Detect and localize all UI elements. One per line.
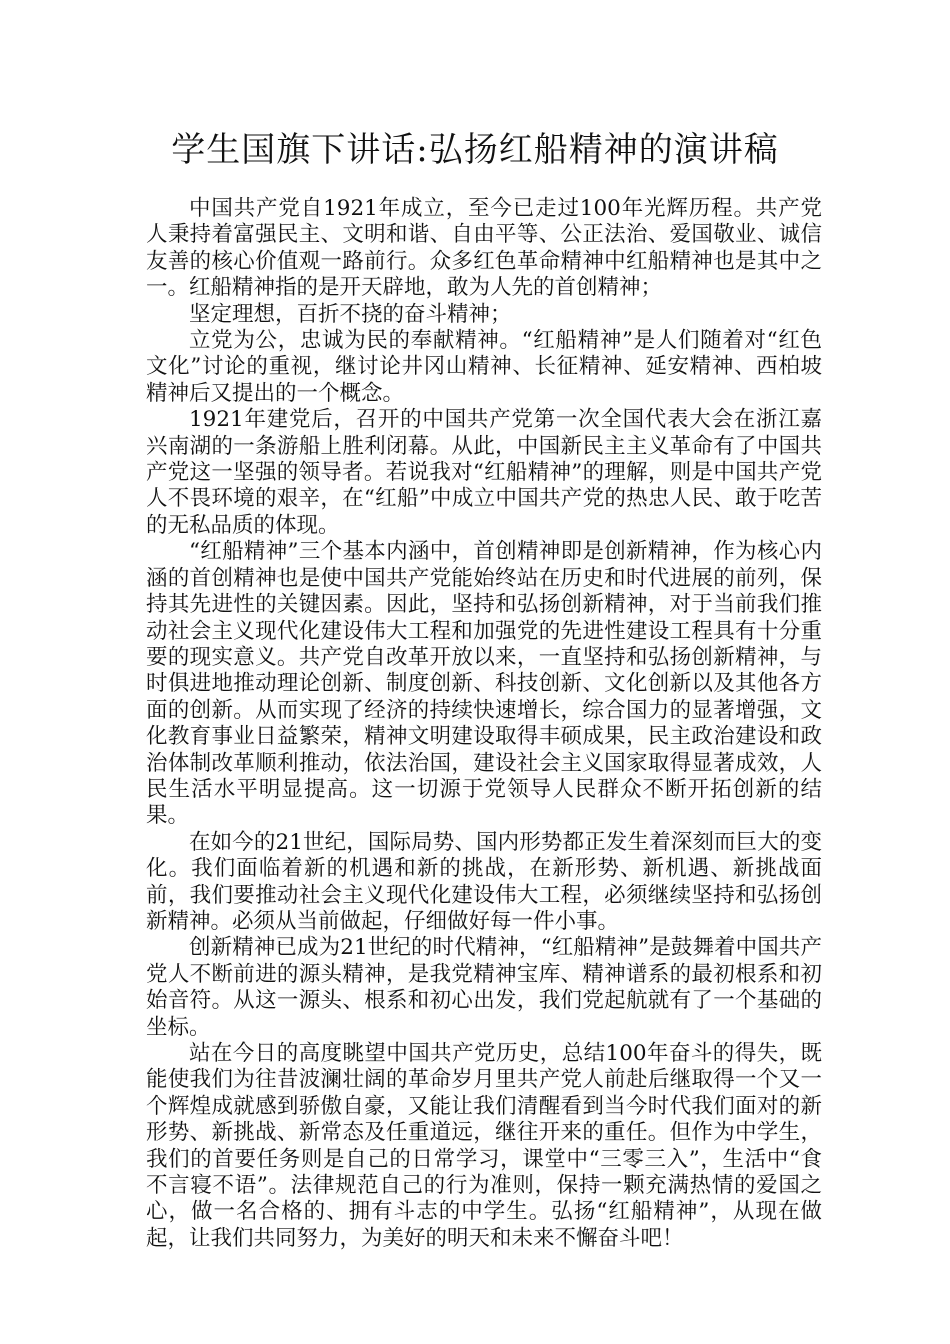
- document-body: [146, 196, 822, 1252]
- document-title: 学生国旗下讲话:弘扬红船精神的演讲稿: [171, 130, 779, 170]
- paragraph-6: 在如今的21世纪，国际局势、国内形势都正发生着深刻而巨大的变化。我们面临着新的机遇和新的挑战，在新形势、新机遇、新挑战面前，我们要推动社会主义现代化建设伟大工程，必须继续坚持和弘扬创新精神。必须从当前做起，仔细做好每一件小事。: [146, 829, 822, 934]
- paragraph-1: 中国共产党自1921年成立，至今已走过100年光辉历程。共产党人秉持着富强民主、文明和谐、自由平等、公正法治、爱国敬业、诚信友善的核心价值观一路前行。众多红色革命精神中红船精神也是其中之一。红船精神指的是开天辟地，敢为人先的首创精神；: [146, 196, 822, 301]
- paragraph-8: 站在今日的高度眺望中国共产党历史，总结100年奋斗的得失，既能使我们为往昔波澜壮阔的革命岁月里共产党人前赴后继取得一个又一个辉煌成就感到骄傲自豪，又能让我们清醒看到当今时代我们面对的新形势、新挑战、新常态及任重道远，继往开来的重任。但作为中学生，我们的首要任务则是自己的日常学习，课堂中“三零三入”，生活中“食不言寝不语”。法律规范自己的行为准则，保持一颗充满热情的爱国之心，做一名合格的、拥有斗志的中学生。弘扬“红船精神”，从现在做起，让我们共同努力，为美好的明天和未来不懈奋斗吧！: [146, 1041, 822, 1251]
- paragraph-4: 1921年建党后，召开的中国共产党第一次全国代表大会在浙江嘉兴南湖的一条游船上胜利闭幕。从此，中国新民主主义革命有了中国共产党这一坚强的领导者。若说我对“红船精神”的理解，则是中国共产党人不畏环境的艰辛，在“红船”中成立中国共产党的热忠人民、敢于吃苦的无私品质的体现。: [146, 407, 822, 538]
- paragraph-3: 立党为公，忠诚为民的奉献精神。“红船精神”是人们随着对“红色文化”讨论的重视，继讨论井冈山精神、长征精神、延安精神、西柏坡精神后又提出的一个概念。: [146, 328, 822, 406]
- paragraph-5: “红船精神”三个基本内涵中，首创精神即是创新精神，作为核心内涵的首创精神也是使中国共产党能始终站在历史和时代进展的前列，保持其先进性的关键因素。因此，坚持和弘扬创新精神，对于当前我们推动社会主义现代化建设伟大工程和加强党的先进性建设工程具有十分重要的现实意义。共产党自改革开放以来，一直坚持和弘扬创新精神，与时俱进地推动理论创新、制度创新、科技创新、文化创新以及其他各方面的创新。从而实现了经济的持续快速增长，综合国力的显著增强，文化教育事业日益繁荣，精神文明建设取得丰硕成果，民主政治建设和政治体制改革顺利推动，依法治国，建设社会主义国家取得显著成效，人民生活水平明显提高。这一切源于党领导人民群众不断开拓创新的结果。: [146, 539, 822, 829]
- paragraph-2: 坚定理想，百折不挠的奋斗精神；: [189, 301, 512, 327]
- paragraph-7: 创新精神已成为21世纪的时代精神，“红船精神”是鼓舞着中国共产党人不断前进的源头精神，是我党精神宝库、精神谱系的最初根系和初始音符。从这一源头、根系和初心出发，我们党起航就有了一个基础的坐标。: [146, 935, 822, 1040]
